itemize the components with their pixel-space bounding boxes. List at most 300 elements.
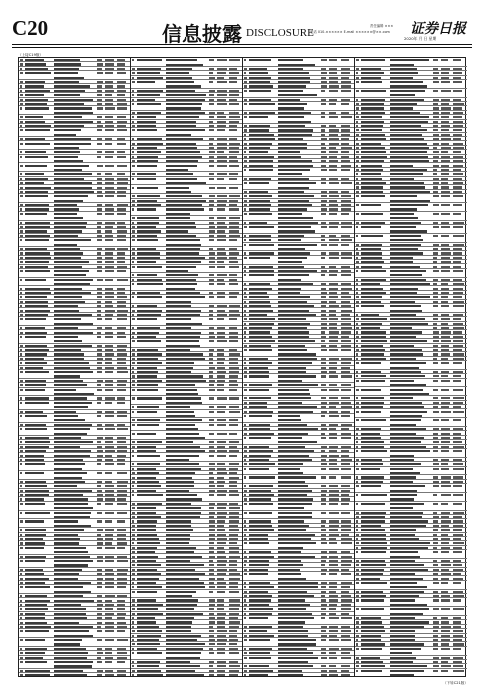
cell-text	[278, 411, 313, 413]
cell-text	[453, 437, 461, 439]
cell-text	[117, 121, 127, 123]
cell-text	[166, 635, 201, 637]
cell-text	[97, 248, 102, 250]
cell-text	[433, 485, 439, 487]
cell-text	[356, 345, 358, 347]
cell-text	[390, 323, 428, 325]
cell-text	[441, 129, 449, 131]
cell-text	[132, 512, 135, 514]
cell-text	[356, 494, 358, 496]
cell-text	[341, 169, 350, 171]
cell-text	[321, 657, 327, 659]
cell-text	[249, 169, 273, 171]
cell-text	[441, 525, 449, 527]
cell-text	[361, 468, 380, 470]
cell-text	[166, 103, 202, 105]
cell-text	[54, 397, 87, 399]
cell-text	[341, 143, 349, 145]
cell-text	[356, 428, 359, 430]
cell-text	[329, 327, 337, 329]
cell-text	[209, 477, 214, 479]
cell-text	[390, 591, 424, 593]
cell-text	[217, 187, 226, 189]
cell-text	[278, 450, 314, 452]
cell-text	[97, 182, 102, 184]
cell-text	[117, 498, 126, 500]
cell-text	[54, 138, 91, 140]
cell-text	[278, 217, 313, 219]
cell-text	[321, 336, 326, 338]
cell-text	[166, 248, 200, 250]
cell-text	[217, 103, 227, 105]
cell-text	[249, 652, 270, 654]
cell-text	[390, 657, 416, 659]
cell-text	[453, 661, 462, 663]
cell-text	[278, 639, 316, 641]
cell-text	[244, 463, 247, 465]
cell-text	[217, 591, 225, 593]
cell-text	[54, 613, 86, 615]
cell-text	[105, 397, 115, 399]
cell-text	[166, 213, 190, 215]
cell-text	[329, 156, 337, 158]
cell-text	[356, 151, 359, 153]
cell-text	[321, 85, 327, 87]
cell-text	[433, 503, 438, 505]
cell-text	[356, 353, 358, 355]
cell-text	[341, 498, 350, 500]
cell-text	[361, 459, 382, 461]
cell-text	[209, 411, 214, 413]
cell-text	[329, 446, 338, 448]
cell-text	[361, 569, 384, 571]
cell-text	[132, 556, 135, 558]
cell-text	[321, 367, 326, 369]
cell-text	[361, 542, 387, 544]
cell-text	[137, 613, 163, 615]
cell-text	[105, 63, 114, 65]
cell-text	[433, 595, 439, 597]
cell-text	[341, 138, 349, 140]
cell-text	[249, 90, 271, 92]
cell-text	[329, 288, 338, 290]
cell-text	[209, 450, 215, 452]
cell-text	[117, 600, 125, 602]
cell-text	[329, 626, 338, 628]
table-row	[243, 616, 354, 625]
cell-text	[433, 560, 437, 562]
cell-text	[390, 468, 413, 470]
cell-text	[137, 490, 156, 492]
cell-text	[329, 569, 339, 571]
cell-text	[341, 608, 351, 610]
cell-text	[25, 622, 47, 624]
cell-text	[441, 670, 448, 672]
cell-text	[356, 529, 358, 531]
cell-text	[132, 367, 134, 369]
cell-text	[390, 288, 418, 290]
cell-text	[137, 621, 156, 623]
cell-text	[229, 200, 238, 202]
cell-text	[361, 560, 385, 562]
cell-text	[54, 573, 79, 575]
cell-text	[390, 340, 427, 342]
cell-text	[329, 604, 337, 606]
cell-text	[341, 125, 350, 127]
cell-text	[105, 252, 113, 254]
cell-text	[249, 151, 268, 153]
cell-text	[217, 472, 227, 474]
cell-text	[321, 358, 326, 360]
cell-text	[132, 384, 135, 386]
cell-text	[20, 301, 23, 303]
cell-text	[117, 99, 126, 101]
cell-text	[453, 397, 464, 399]
cell-text	[137, 441, 162, 443]
cell-text	[20, 595, 22, 597]
cell-text	[20, 252, 23, 254]
cell-text	[217, 125, 226, 127]
cell-text	[278, 208, 307, 210]
cell-text	[341, 630, 351, 632]
cell-text	[209, 419, 214, 421]
table-row	[243, 511, 354, 520]
cell-text	[209, 371, 213, 373]
cell-text	[132, 230, 135, 232]
cell-text	[329, 323, 337, 325]
cell-text	[229, 604, 240, 606]
cell-text	[209, 494, 214, 496]
cell-text	[217, 327, 225, 329]
cell-text	[453, 463, 463, 465]
cell-text	[390, 358, 416, 360]
cell-text	[341, 213, 349, 215]
cell-text	[329, 613, 336, 615]
cell-text	[329, 208, 338, 210]
cell-text	[97, 173, 101, 175]
cell-text	[321, 591, 326, 593]
cell-text	[209, 327, 214, 329]
cell-text	[25, 81, 45, 83]
cell-text	[117, 318, 127, 320]
cell-text	[278, 244, 317, 246]
cell-text	[105, 279, 113, 281]
cell-text	[217, 129, 225, 131]
cell-text	[244, 652, 247, 654]
table-row	[243, 168, 354, 177]
cell-text	[209, 463, 215, 465]
cell-text	[244, 340, 246, 342]
cell-text	[25, 617, 45, 619]
cell-text	[249, 178, 271, 180]
cell-text	[25, 455, 44, 457]
cell-text	[132, 112, 135, 114]
cell-text	[329, 630, 338, 632]
cell-text	[390, 384, 426, 386]
cell-text	[25, 116, 43, 118]
cell-text	[54, 485, 77, 487]
cell-text	[97, 99, 102, 101]
cell-text	[54, 542, 79, 544]
cell-text	[329, 494, 339, 496]
cell-text	[244, 204, 247, 206]
cell-text	[249, 542, 269, 544]
cell-text	[441, 134, 450, 136]
cell-text	[244, 292, 246, 294]
cell-text	[209, 661, 214, 663]
cell-text	[105, 600, 112, 602]
cell-text	[356, 630, 358, 632]
cell-text	[244, 112, 247, 114]
cell-text	[244, 147, 247, 149]
cell-text	[97, 384, 101, 386]
cell-text	[209, 617, 215, 619]
cell-text	[137, 138, 162, 140]
cell-text	[229, 613, 239, 615]
cell-text	[433, 195, 439, 197]
cell-text	[341, 191, 349, 193]
cell-text	[441, 340, 451, 342]
table-row	[19, 194, 130, 203]
cell-text	[97, 573, 102, 575]
cell-text	[54, 279, 93, 281]
cell-text	[105, 72, 113, 74]
cell-text	[361, 608, 384, 610]
table-row	[131, 673, 242, 676]
cell-text	[229, 569, 237, 571]
cell-text	[137, 266, 162, 268]
cell-text	[97, 402, 101, 404]
cell-text	[453, 446, 464, 448]
cell-text	[249, 314, 267, 316]
cell-text	[341, 551, 350, 553]
cell-text	[453, 573, 461, 575]
cell-text	[278, 261, 302, 263]
cell-text	[97, 586, 102, 588]
cell-text	[137, 507, 156, 509]
cell-text	[54, 411, 76, 413]
cell-text	[229, 94, 239, 96]
cell-text	[105, 371, 113, 373]
cell-text	[166, 222, 195, 224]
cell-text	[433, 648, 438, 650]
cell-text	[117, 512, 127, 514]
cell-text	[356, 72, 358, 74]
cell-text	[433, 213, 439, 215]
cell-text	[278, 77, 310, 79]
cell-text	[105, 222, 115, 224]
cell-text	[25, 441, 50, 443]
cell-text	[229, 173, 238, 175]
cell-text	[54, 191, 94, 193]
cell-text	[321, 520, 326, 522]
cell-text	[105, 143, 112, 145]
cell-text	[25, 670, 50, 672]
cell-text	[390, 107, 413, 109]
cell-text	[278, 402, 302, 404]
cell-text	[321, 573, 326, 575]
cell-text	[361, 336, 386, 338]
cell-text	[329, 112, 336, 114]
cell-text	[249, 244, 274, 246]
cell-text	[433, 59, 438, 61]
cell-text	[20, 498, 22, 500]
cell-text	[117, 63, 125, 65]
cell-text	[249, 112, 275, 114]
cell-text	[433, 411, 439, 413]
cell-text	[329, 336, 338, 338]
cell-text	[329, 476, 336, 478]
cell-text	[105, 459, 113, 461]
cell-text	[329, 490, 339, 492]
cell-text	[433, 591, 438, 593]
cell-text	[229, 468, 238, 470]
cell-text	[453, 204, 462, 206]
table-row	[19, 462, 130, 471]
cell-text	[361, 349, 385, 351]
cell-text	[453, 318, 461, 320]
cell-text	[356, 476, 358, 478]
cell-text	[244, 178, 247, 180]
cell-text	[356, 305, 359, 307]
cell-text	[137, 411, 157, 413]
cell-text	[132, 525, 135, 527]
cell-text	[166, 652, 201, 654]
cell-text	[441, 481, 450, 483]
cell-text	[341, 446, 351, 448]
cell-text	[441, 433, 450, 435]
cell-text	[105, 239, 113, 241]
cell-text	[356, 551, 358, 553]
cell-text	[117, 520, 125, 522]
cell-text	[132, 582, 134, 584]
cell-text	[132, 578, 135, 580]
cell-text	[453, 362, 462, 364]
page-number: C20	[12, 16, 49, 40]
cell-text	[217, 503, 227, 505]
cell-text	[209, 266, 215, 268]
cell-text	[54, 547, 86, 549]
cell-text	[329, 617, 339, 619]
cell-text	[54, 165, 89, 167]
cell-text	[229, 116, 240, 118]
cell-text	[97, 608, 102, 610]
cell-text	[441, 279, 450, 281]
cell-text	[217, 340, 227, 342]
cell-text	[54, 103, 84, 105]
cell-text	[20, 582, 23, 584]
cell-text	[321, 208, 327, 210]
cell-text	[97, 520, 102, 522]
cell-text	[209, 305, 214, 307]
cell-text	[433, 173, 437, 175]
cell-text	[341, 402, 351, 404]
cell-text	[356, 459, 359, 461]
cell-text	[390, 578, 423, 580]
cell-text	[166, 310, 201, 312]
cell-text	[25, 358, 44, 360]
cell-text	[278, 283, 313, 285]
cell-text	[356, 257, 358, 259]
cell-text	[433, 621, 439, 623]
cell-text	[117, 195, 126, 197]
cell-text	[166, 507, 201, 509]
cell-text	[229, 103, 239, 105]
cell-text	[390, 582, 417, 584]
cell-text	[453, 125, 463, 127]
cell-text	[441, 437, 450, 439]
cell-text	[244, 415, 246, 417]
cell-text	[105, 534, 113, 536]
cell-text	[453, 428, 463, 430]
cell-text	[54, 314, 92, 316]
cell-text	[137, 534, 157, 536]
cell-text	[329, 235, 336, 237]
cell-text	[278, 630, 308, 632]
cell-text	[20, 608, 22, 610]
cell-text	[433, 261, 437, 263]
cell-text	[249, 129, 269, 131]
cell-text	[166, 604, 197, 606]
cell-text	[166, 463, 199, 465]
cell-text	[244, 503, 247, 505]
cell-text	[321, 182, 326, 184]
cell-text	[54, 147, 79, 149]
cell-text	[166, 424, 195, 426]
cell-text	[20, 622, 23, 624]
cell-text	[54, 112, 93, 114]
cell-text	[117, 178, 128, 180]
cell-text	[132, 477, 135, 479]
cell-text	[329, 406, 336, 408]
cell-text	[97, 626, 101, 628]
cell-text	[329, 165, 337, 167]
cell-text	[54, 375, 80, 377]
cell-text	[117, 604, 125, 606]
cell-text	[249, 59, 271, 61]
cell-text	[117, 485, 127, 487]
cell-text	[453, 169, 461, 171]
cell-text	[341, 182, 352, 184]
cell-text	[117, 371, 128, 373]
cell-text	[361, 59, 385, 61]
cell-text	[390, 318, 425, 320]
cell-text	[97, 235, 102, 237]
cell-text	[54, 305, 78, 307]
cell-text	[278, 652, 313, 654]
cell-text	[321, 476, 326, 478]
cell-text	[278, 138, 303, 140]
table-row	[243, 502, 354, 511]
cell-text	[321, 125, 326, 127]
cell-text	[137, 455, 160, 457]
cell-text	[229, 648, 238, 650]
cell-text	[229, 367, 239, 369]
cell-text	[329, 573, 337, 575]
cell-text	[356, 266, 359, 268]
cell-text	[166, 516, 200, 518]
cell-text	[361, 213, 383, 215]
cell-text	[433, 564, 438, 566]
cell-text	[54, 433, 87, 435]
cell-text	[356, 292, 358, 294]
cell-text	[97, 296, 102, 298]
cell-text	[20, 270, 23, 272]
cell-text	[321, 604, 327, 606]
cell-text	[278, 230, 315, 232]
cell-text	[329, 77, 338, 79]
cell-text	[105, 305, 113, 307]
